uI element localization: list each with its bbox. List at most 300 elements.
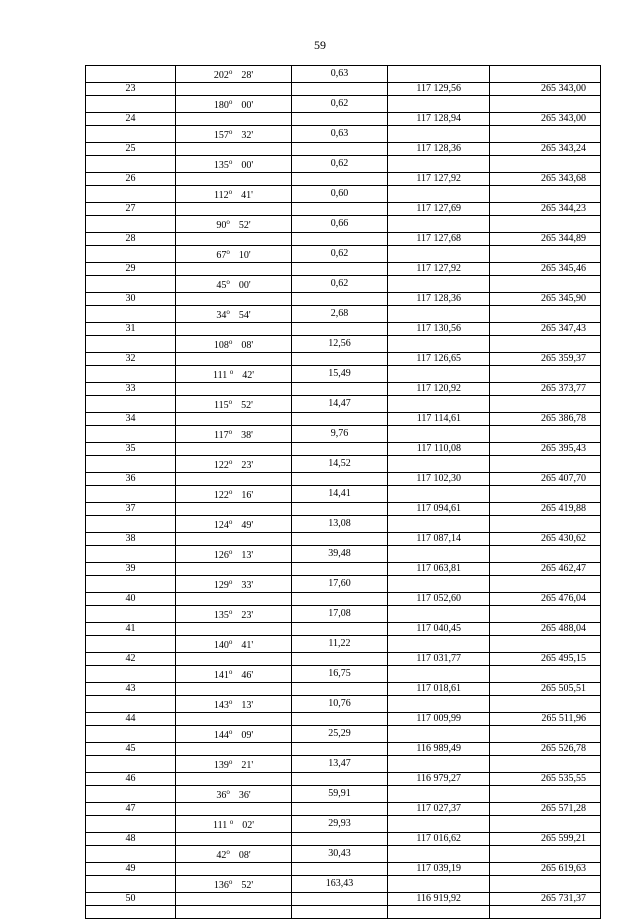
- distance-cell: 14,52: [292, 456, 388, 473]
- segment-row: [86, 546, 601, 563]
- y-coordinate-cell: [490, 96, 601, 113]
- direction-angle-cell: [176, 816, 292, 833]
- point-number-cell: 42: [86, 653, 176, 666]
- distance-cell: 30,43: [292, 846, 388, 863]
- point-cell: [86, 666, 176, 683]
- angle-minutes: 46': [241, 670, 254, 681]
- distance-cell: [292, 893, 388, 906]
- angle-degrees: 111 $^o$: [212, 368, 234, 381]
- point-number-cell: 27: [86, 203, 176, 216]
- segment-row: [86, 756, 601, 773]
- distance-cell: 2,68: [292, 306, 388, 323]
- x-coordinate-cell: 117 127,69: [388, 203, 490, 216]
- direction-angle-cell: [176, 623, 292, 636]
- angle-minutes: 41': [241, 640, 254, 651]
- point-row: [86, 143, 601, 156]
- x-coordinate-cell: 117 114,61: [388, 413, 490, 426]
- angle-minutes: 52': [241, 880, 254, 891]
- angle-degrees: 111 $^o$: [212, 818, 234, 831]
- segment-row: [86, 336, 601, 353]
- distance-cell: 0,62: [292, 96, 388, 113]
- point-cell: [86, 186, 176, 203]
- direction-angle-cell: [176, 473, 292, 486]
- y-coordinate-cell: [490, 756, 601, 773]
- angle-minutes: 08': [238, 850, 251, 861]
- x-coordinate-cell: 117 110,08: [388, 443, 490, 456]
- point-cell: [86, 756, 176, 773]
- direction-angle-cell: [176, 323, 292, 336]
- direction-angle-cell: [176, 366, 292, 383]
- direction-angle-cell: [176, 576, 292, 593]
- angle-degrees: 36$^o$: [216, 788, 230, 801]
- x-coordinate-cell: 117 087,14: [388, 533, 490, 546]
- point-row: [86, 683, 601, 696]
- angle-degrees: 108$^o$: [213, 338, 233, 351]
- point-cell: [86, 456, 176, 473]
- angle-minutes: 52': [238, 220, 251, 231]
- angle-minutes: 02': [242, 820, 255, 831]
- y-coordinate-cell: 265 407,70: [490, 473, 601, 486]
- distance-cell: [292, 263, 388, 276]
- x-coordinate-cell: 117 130,56: [388, 323, 490, 336]
- y-coordinate-cell: [490, 576, 601, 593]
- distance-cell: 13,08: [292, 516, 388, 533]
- direction-angle-cell: [176, 503, 292, 516]
- x-coordinate-cell: [388, 246, 490, 263]
- distance-cell: 0,62: [292, 246, 388, 263]
- angle-minutes: 36': [238, 790, 251, 801]
- point-cell: [86, 426, 176, 443]
- x-coordinate-cell: 117 120,92: [388, 383, 490, 396]
- angle-minutes: 16': [241, 490, 254, 501]
- angle-degrees: 143$^o$: [213, 698, 233, 711]
- x-coordinate-cell: [388, 456, 490, 473]
- direction-angle-cell: [176, 293, 292, 306]
- point-cell: [86, 816, 176, 833]
- distance-cell: [292, 383, 388, 396]
- distance-cell: [292, 233, 388, 246]
- y-coordinate-cell: 265 343,00: [490, 113, 601, 126]
- distance-cell: 13,47: [292, 756, 388, 773]
- angle-degrees: 180$^o$: [213, 98, 233, 111]
- segment-row: [86, 606, 601, 623]
- point-number-cell: 40: [86, 593, 176, 606]
- segment-row: [86, 576, 601, 593]
- x-coordinate-cell: 117 128,36: [388, 293, 490, 306]
- point-row: [86, 623, 601, 636]
- angle-minutes: 13': [241, 550, 254, 561]
- angle-degrees: 90$^o$: [216, 218, 230, 231]
- direction-angle-cell: [176, 263, 292, 276]
- angle-minutes: 33': [241, 580, 254, 591]
- segment-row: [86, 456, 601, 473]
- angle-degrees: 139$^o$: [213, 758, 233, 771]
- angle-minutes: 28': [241, 70, 254, 81]
- direction-angle-cell: [176, 156, 292, 173]
- y-coordinate-cell: 265 731,37: [490, 893, 601, 906]
- point-row: [86, 773, 601, 786]
- segment-row: [86, 66, 601, 83]
- page-number: 59: [314, 38, 326, 52]
- direction-angle-cell: [176, 143, 292, 156]
- direction-angle-cell: [176, 803, 292, 816]
- direction-angle-cell: [176, 96, 292, 113]
- point-row: [86, 713, 601, 726]
- point-row: [86, 563, 601, 576]
- direction-angle-cell: [176, 486, 292, 503]
- direction-angle-cell: [176, 636, 292, 653]
- x-coordinate-cell: [388, 66, 490, 83]
- distance-cell: [292, 323, 388, 336]
- x-coordinate-cell: 117 129,56: [388, 83, 490, 96]
- point-cell: [86, 906, 176, 919]
- distance-cell: [292, 173, 388, 186]
- point-cell: [86, 396, 176, 413]
- x-coordinate-cell: 117 039,19: [388, 863, 490, 876]
- direction-angle-cell: [176, 653, 292, 666]
- x-coordinate-cell: 117 127,92: [388, 263, 490, 276]
- x-coordinate-cell: 116 989,49: [388, 743, 490, 756]
- angle-degrees: 122$^o$: [213, 458, 233, 471]
- distance-cell: 0,62: [292, 156, 388, 173]
- x-coordinate-cell: 117 127,92: [388, 173, 490, 186]
- y-coordinate-cell: [490, 426, 601, 443]
- direction-angle-cell: [176, 443, 292, 456]
- distance-cell: [292, 203, 388, 216]
- distance-cell: [292, 623, 388, 636]
- distance-cell: [292, 503, 388, 516]
- point-row: [86, 593, 601, 606]
- x-coordinate-cell: [388, 576, 490, 593]
- distance-cell: [292, 863, 388, 876]
- point-row: [86, 743, 601, 756]
- y-coordinate-cell: 265 343,68: [490, 173, 601, 186]
- segment-row: [86, 666, 601, 683]
- y-coordinate-cell: [490, 786, 601, 803]
- point-row: [86, 833, 601, 846]
- y-coordinate-cell: 265 344,89: [490, 233, 601, 246]
- segment-row: [86, 426, 601, 443]
- segment-row: [86, 156, 601, 173]
- angle-degrees: 129$^o$: [213, 578, 233, 591]
- point-row: [86, 203, 601, 216]
- coordinates-table: [85, 65, 601, 919]
- segment-row: [86, 906, 601, 919]
- segment-row: [86, 366, 601, 383]
- y-coordinate-cell: 265 386,78: [490, 413, 601, 426]
- segment-row: [86, 846, 601, 863]
- y-coordinate-cell: [490, 396, 601, 413]
- y-coordinate-cell: [490, 486, 601, 503]
- distance-cell: 10,76: [292, 696, 388, 713]
- angle-minutes: 23': [241, 460, 254, 471]
- y-coordinate-cell: 265 419,88: [490, 503, 601, 516]
- point-number-cell: 30: [86, 293, 176, 306]
- direction-angle-cell: [176, 113, 292, 126]
- point-row: [86, 113, 601, 126]
- segment-row: [86, 726, 601, 743]
- y-coordinate-cell: [490, 126, 601, 143]
- y-coordinate-cell: 265 373,77: [490, 383, 601, 396]
- angle-degrees: 135$^o$: [213, 158, 233, 171]
- distance-cell: [292, 833, 388, 846]
- direction-angle-cell: [176, 533, 292, 546]
- point-cell: [86, 246, 176, 263]
- angle-minutes: 10': [238, 250, 251, 261]
- point-row: [86, 863, 601, 876]
- x-coordinate-cell: 117 127,68: [388, 233, 490, 246]
- y-coordinate-cell: [490, 846, 601, 863]
- direction-angle-cell: [176, 516, 292, 533]
- point-cell: [86, 516, 176, 533]
- angle-degrees: 140$^o$: [213, 638, 233, 651]
- distance-cell: [292, 773, 388, 786]
- y-coordinate-cell: 265 535,55: [490, 773, 601, 786]
- angle-minutes: 13': [241, 700, 254, 711]
- distance-cell: 29,93: [292, 816, 388, 833]
- segment-row: [86, 636, 601, 653]
- x-coordinate-cell: 117 040,45: [388, 623, 490, 636]
- point-cell: [86, 606, 176, 623]
- distance-cell: 14,47: [292, 396, 388, 413]
- point-cell: [86, 786, 176, 803]
- angle-degrees: 112$^o$: [214, 188, 233, 201]
- distance-cell: 25,29: [292, 726, 388, 743]
- point-row: [86, 503, 601, 516]
- distance-cell: 0,63: [292, 126, 388, 143]
- coordinates-table-body: [86, 66, 601, 919]
- x-coordinate-cell: 117 052,60: [388, 593, 490, 606]
- y-coordinate-cell: 265 430,62: [490, 533, 601, 546]
- direction-angle-cell: [176, 216, 292, 233]
- angle-degrees: 122$^o$: [213, 488, 233, 501]
- angle-minutes: 42': [242, 370, 255, 381]
- angle-minutes: 41': [241, 190, 253, 201]
- y-coordinate-cell: [490, 636, 601, 653]
- distance-cell: [292, 803, 388, 816]
- direction-angle-cell: [176, 696, 292, 713]
- y-coordinate-cell: 265 488,04: [490, 623, 601, 636]
- direction-angle-cell: [176, 683, 292, 696]
- x-coordinate-cell: [388, 336, 490, 353]
- segment-row: [86, 276, 601, 293]
- direction-angle-cell: [176, 876, 292, 893]
- x-coordinate-cell: [388, 756, 490, 773]
- direction-angle-cell: [176, 833, 292, 846]
- point-number-cell: 29: [86, 263, 176, 276]
- x-coordinate-cell: [388, 216, 490, 233]
- direction-angle-cell: [176, 276, 292, 293]
- point-cell: [86, 636, 176, 653]
- y-coordinate-cell: [490, 696, 601, 713]
- point-number-cell: 28: [86, 233, 176, 246]
- y-coordinate-cell: [490, 306, 601, 323]
- y-coordinate-cell: 265 476,04: [490, 593, 601, 606]
- angle-minutes: 00': [238, 280, 251, 291]
- point-row: [86, 323, 601, 336]
- point-number-cell: 48: [86, 833, 176, 846]
- x-coordinate-cell: [388, 606, 490, 623]
- point-row: [86, 83, 601, 96]
- distance-cell: [292, 143, 388, 156]
- x-coordinate-cell: [388, 96, 490, 113]
- direction-angle-cell: [176, 336, 292, 353]
- x-coordinate-cell: 117 016,62: [388, 833, 490, 846]
- x-coordinate-cell: 117 128,94: [388, 113, 490, 126]
- direction-angle-cell: [176, 773, 292, 786]
- segment-row: [86, 396, 601, 413]
- point-row: [86, 293, 601, 306]
- x-coordinate-cell: [388, 306, 490, 323]
- y-coordinate-cell: [490, 216, 601, 233]
- distance-cell: 59,91: [292, 786, 388, 803]
- x-coordinate-cell: [388, 486, 490, 503]
- direction-angle-cell: [176, 666, 292, 683]
- x-coordinate-cell: 117 128,36: [388, 143, 490, 156]
- angle-minutes: 08': [241, 340, 254, 351]
- point-cell: [86, 336, 176, 353]
- angle-minutes: 32': [241, 130, 254, 141]
- angle-minutes: 49': [241, 520, 254, 531]
- direction-angle-cell: [176, 893, 292, 906]
- direction-angle-cell: [176, 726, 292, 743]
- angle-degrees: 136$^o$: [213, 878, 233, 891]
- x-coordinate-cell: [388, 906, 490, 919]
- point-cell: [86, 546, 176, 563]
- y-coordinate-cell: [490, 66, 601, 83]
- point-number-cell: 44: [86, 713, 176, 726]
- x-coordinate-cell: 117 031,77: [388, 653, 490, 666]
- y-coordinate-cell: [490, 666, 601, 683]
- point-number-cell: 37: [86, 503, 176, 516]
- x-coordinate-cell: [388, 546, 490, 563]
- y-coordinate-cell: 265 505,51: [490, 683, 601, 696]
- y-coordinate-cell: 265 344,23: [490, 203, 601, 216]
- segment-row: [86, 816, 601, 833]
- distance-cell: [292, 443, 388, 456]
- direction-angle-cell: [176, 846, 292, 863]
- point-number-cell: 41: [86, 623, 176, 636]
- angle-minutes: 00': [241, 100, 254, 111]
- distance-cell: [292, 413, 388, 426]
- point-row: [86, 413, 601, 426]
- x-coordinate-cell: [388, 726, 490, 743]
- direction-angle-cell: [176, 383, 292, 396]
- point-number-cell: 43: [86, 683, 176, 696]
- direction-angle-cell: [176, 606, 292, 623]
- distance-cell: 12,56: [292, 336, 388, 353]
- y-coordinate-cell: 265 395,43: [490, 443, 601, 456]
- direction-angle-cell: [176, 756, 292, 773]
- x-coordinate-cell: [388, 396, 490, 413]
- point-number-cell: 33: [86, 383, 176, 396]
- direction-angle-cell: [176, 173, 292, 186]
- angle-degrees: 157$^o$: [213, 128, 233, 141]
- point-number-cell: 35: [86, 443, 176, 456]
- angle-degrees: 202$^o$: [213, 68, 233, 81]
- angle-degrees: 126$^o$: [213, 548, 233, 561]
- distance-cell: 0,62: [292, 276, 388, 293]
- y-coordinate-cell: [490, 816, 601, 833]
- y-coordinate-cell: [490, 366, 601, 383]
- angle-minutes: 00': [241, 160, 254, 171]
- distance-cell: 39,48: [292, 546, 388, 563]
- point-cell: [86, 156, 176, 173]
- point-cell: [86, 696, 176, 713]
- y-coordinate-cell: [490, 906, 601, 919]
- x-coordinate-cell: [388, 876, 490, 893]
- x-coordinate-cell: 116 979,27: [388, 773, 490, 786]
- point-number-cell: 47: [86, 803, 176, 816]
- angle-degrees: 124$^o$: [213, 518, 233, 531]
- x-coordinate-cell: 117 009,99: [388, 713, 490, 726]
- direction-angle-cell: [176, 593, 292, 606]
- y-coordinate-cell: 265 462,47: [490, 563, 601, 576]
- point-number-cell: 38: [86, 533, 176, 546]
- point-row: [86, 173, 601, 186]
- point-number-cell: 25: [86, 143, 176, 156]
- y-coordinate-cell: [490, 456, 601, 473]
- distance-cell: [292, 683, 388, 696]
- x-coordinate-cell: [388, 186, 490, 203]
- direction-angle-cell: [176, 186, 292, 203]
- angle-degrees: 135$^o$: [213, 608, 233, 621]
- y-coordinate-cell: [490, 276, 601, 293]
- y-coordinate-cell: 265 526,78: [490, 743, 601, 756]
- y-coordinate-cell: [490, 606, 601, 623]
- direction-angle-cell: [176, 456, 292, 473]
- distance-cell: [292, 533, 388, 546]
- distance-cell: 0,63: [292, 66, 388, 83]
- angle-degrees: 141$^o$: [213, 668, 233, 681]
- x-coordinate-cell: 117 063,81: [388, 563, 490, 576]
- distance-cell: [292, 653, 388, 666]
- direction-angle-cell: [176, 246, 292, 263]
- distance-cell: 163,43: [292, 876, 388, 893]
- angle-degrees: 67$^o$: [216, 248, 230, 261]
- direction-angle-cell: [176, 203, 292, 216]
- point-number-cell: 39: [86, 563, 176, 576]
- y-coordinate-cell: [490, 546, 601, 563]
- x-coordinate-cell: 117 027,37: [388, 803, 490, 816]
- distance-cell: [292, 473, 388, 486]
- segment-row: [86, 306, 601, 323]
- y-coordinate-cell: 265 347,43: [490, 323, 601, 336]
- point-number-cell: 32: [86, 353, 176, 366]
- y-coordinate-cell: [490, 186, 601, 203]
- x-coordinate-cell: [388, 636, 490, 653]
- y-coordinate-cell: [490, 246, 601, 263]
- point-cell: [86, 726, 176, 743]
- x-coordinate-cell: 117 094,61: [388, 503, 490, 516]
- distance-cell: 17,08: [292, 606, 388, 623]
- x-coordinate-cell: [388, 426, 490, 443]
- point-cell: [86, 846, 176, 863]
- y-coordinate-cell: 265 345,46: [490, 263, 601, 276]
- angle-degrees: 117$^o$: [214, 428, 233, 441]
- direction-angle-cell: [176, 863, 292, 876]
- angle-minutes: 52': [241, 400, 253, 411]
- segment-row: [86, 876, 601, 893]
- point-cell: [86, 96, 176, 113]
- point-cell: [86, 66, 176, 83]
- x-coordinate-cell: [388, 816, 490, 833]
- point-cell: [86, 216, 176, 233]
- x-coordinate-cell: 117 018,61: [388, 683, 490, 696]
- direction-angle-cell: [176, 83, 292, 96]
- direction-angle-cell: [176, 563, 292, 576]
- point-number-cell: 34: [86, 413, 176, 426]
